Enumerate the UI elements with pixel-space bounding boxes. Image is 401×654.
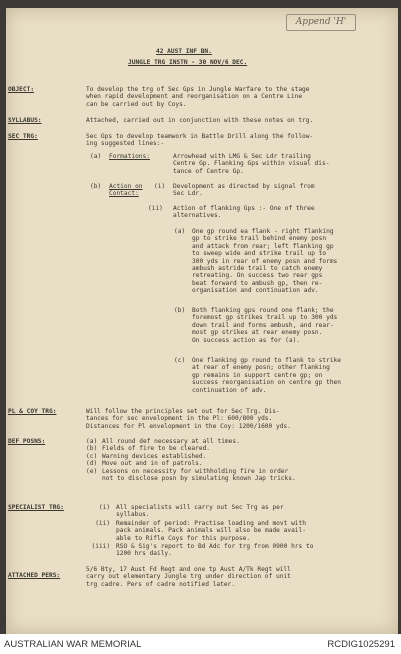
attached-pers-text: trg cadre. Pers of cadre notified later. (86, 580, 236, 588)
alternative-number: (a) (174, 228, 186, 235)
object-text: when rapid development and reorganisation on a Centre Line (86, 93, 303, 101)
footer-bar (0, 634, 401, 654)
archive-name: AUSTRALIAN WAR MEMORIAL (4, 639, 142, 650)
def-posns-item: Fields of fire to be cleared. (102, 445, 211, 453)
sec-trg-label: SEC TRG: (8, 133, 38, 140)
item-number: (ii) (148, 205, 163, 212)
syllabus-text: Attached, carried out in conjunction with these notes on trg. (86, 117, 314, 124)
handwritten-annotation: Append 'H' (286, 14, 356, 31)
sec-trg-intro: ing suggested lines:- (86, 140, 165, 148)
item-number: (ii) (95, 519, 111, 527)
alternative-b-text: down trail and forms ambush, and rear- (192, 321, 334, 329)
alternative-a-text: One gp round ea flank - right flanking (192, 228, 334, 235)
alternative-c-text: continuation of adv. (192, 386, 267, 394)
document-page (6, 8, 398, 634)
item-number: (b) (90, 183, 102, 190)
def-posns-item: not to disclose posn by simulating known Jap tricks. (102, 475, 296, 482)
item-number: (a) (90, 153, 102, 160)
alternative-c-text: success reorganisation on centre gp then (192, 379, 342, 387)
specialist-item: syllabus. (116, 511, 150, 519)
alternative-a-text: 300 yds in rear of enemy posn and forms (192, 257, 338, 265)
attached-pers-text: carry out elementary Jungle trg under direction of unit (86, 573, 291, 581)
alternative-a-text: organisation and continuation adv. (192, 287, 319, 295)
syllabus-label: SYLLABUS: (8, 117, 42, 124)
document-title: JUNGLE TRG INSTN - 30 NOV/6 DEC. (128, 59, 248, 66)
alternative-c-text: gp remains in support centre gp; on (192, 371, 323, 379)
def-posns-item: Warning devices established. (102, 452, 207, 460)
item-number: (i) (154, 183, 166, 190)
item-number: (a) (86, 438, 98, 445)
alternative-number: (c) (174, 357, 186, 364)
alternative-a-text: and attack from rear; left flanking gp (192, 242, 334, 250)
alternative-a-text: ambush astride trail to catch enemy (192, 265, 323, 272)
object-label: OBJECT: (8, 86, 35, 93)
alternative-b-text: foremost gp strikes trail up to 300 yds (192, 314, 338, 322)
formations-text: Arrowhead with LMG & Sec Ldr trailing (173, 153, 311, 160)
alternative-b-text: On success action as for (a). (192, 336, 301, 344)
specialist-item: All specialists will carry out Sec Trg as per (116, 504, 284, 511)
attached-pers-text: 5/6 Bty, 17 Aust Fd Regt and one tp Aust A/Tk Regt will (86, 566, 291, 573)
sec-trg-intro: Sec Gps to develop teamwork in Battle Drill along the follow- (86, 133, 314, 140)
action-i-text: Development as directed by signal from (173, 183, 315, 190)
attached-pers-label: ATTACHED PERS: (8, 572, 61, 579)
specialist-item: RSO & Sig's report to Bd Adc for trg from 0900 hrs to (116, 543, 314, 550)
item-number: (d) (86, 460, 98, 468)
def-posns-item: All round def necessary at all times. (102, 438, 240, 445)
alternative-b-text: Both flanking gps round one flank; the (192, 307, 334, 314)
specialist-item: 1200 hrs daily. (116, 550, 172, 558)
specialist-item: pack animals. Pack animals will also be made avail- (116, 527, 306, 535)
pl-coy-trg-text: tances for sec envelopment in the Pl: 600/800 yds. (86, 415, 273, 423)
alternative-a-text: retreating. On success two rear gps (192, 272, 323, 280)
def-posns-item: Lessons on necessity for withholding fire in order (102, 467, 289, 475)
action-i-text: Sec Ldr. (173, 190, 203, 198)
object-text: To develop the trg of Sec Gps in Jungle Warfare to the stage (86, 86, 310, 93)
unit-heading: 42 AUST INF BN. (156, 48, 212, 55)
item-number: (iii) (91, 543, 111, 550)
specialist-trg-label: SPECIALIST TRG: (8, 504, 64, 511)
item-number: (i) (98, 504, 111, 511)
alternative-c-text: at rear of enemy posn; other flanking (192, 364, 330, 372)
action-on-contact-heading: Action on (109, 183, 143, 190)
def-posns-item: Move out and in of patrols. (102, 460, 203, 468)
alternative-a-text: to sweep wide and strike trail up to (192, 250, 327, 258)
action-ii-text: alternatives. (173, 212, 222, 220)
pl-coy-trg-text: Distances for Pl envelopment in the Coy: 1200/1600 yds. (86, 422, 291, 430)
specialist-item: able to Rifle Coys for this purpose. (116, 534, 251, 542)
alternative-a-text: beat forward to ambush gp, then re- (192, 279, 323, 287)
pl-coy-trg-label: PL & COY TRG: (8, 408, 57, 415)
item-number: (c) (86, 452, 98, 460)
alternative-a-text: gp to strike trail behind enemy posn (192, 235, 327, 243)
alternative-number: (b) (174, 307, 186, 314)
specialist-item: Remainder of period: Practise loading and movt with (116, 519, 306, 527)
archive-reference: RCDIG1025291 (327, 639, 395, 650)
alternative-c-text: One flanking gp round to flank to strike (192, 357, 342, 364)
formations-text: tance of Centre Gp. (173, 167, 244, 175)
formations-heading: Formations: (109, 153, 150, 160)
pl-coy-trg-text: Will follow the principles set out for Sec Trg. Dis- (86, 408, 280, 415)
def-posns-label: DEF POSNS: (8, 438, 46, 445)
alternative-b-text: most gp strikes at rear enemy posn. (192, 329, 323, 337)
item-number: (e) (86, 467, 98, 475)
item-number: (b) (86, 445, 98, 453)
object-text: can be carried out by Coys. (86, 100, 187, 108)
action-on-contact-heading: Contact: (109, 190, 139, 197)
action-ii-text: Action of flanking Gps :- One of three (173, 205, 315, 212)
formations-text: Centre Gp. Flanking Gps within visual dis- (173, 160, 330, 168)
